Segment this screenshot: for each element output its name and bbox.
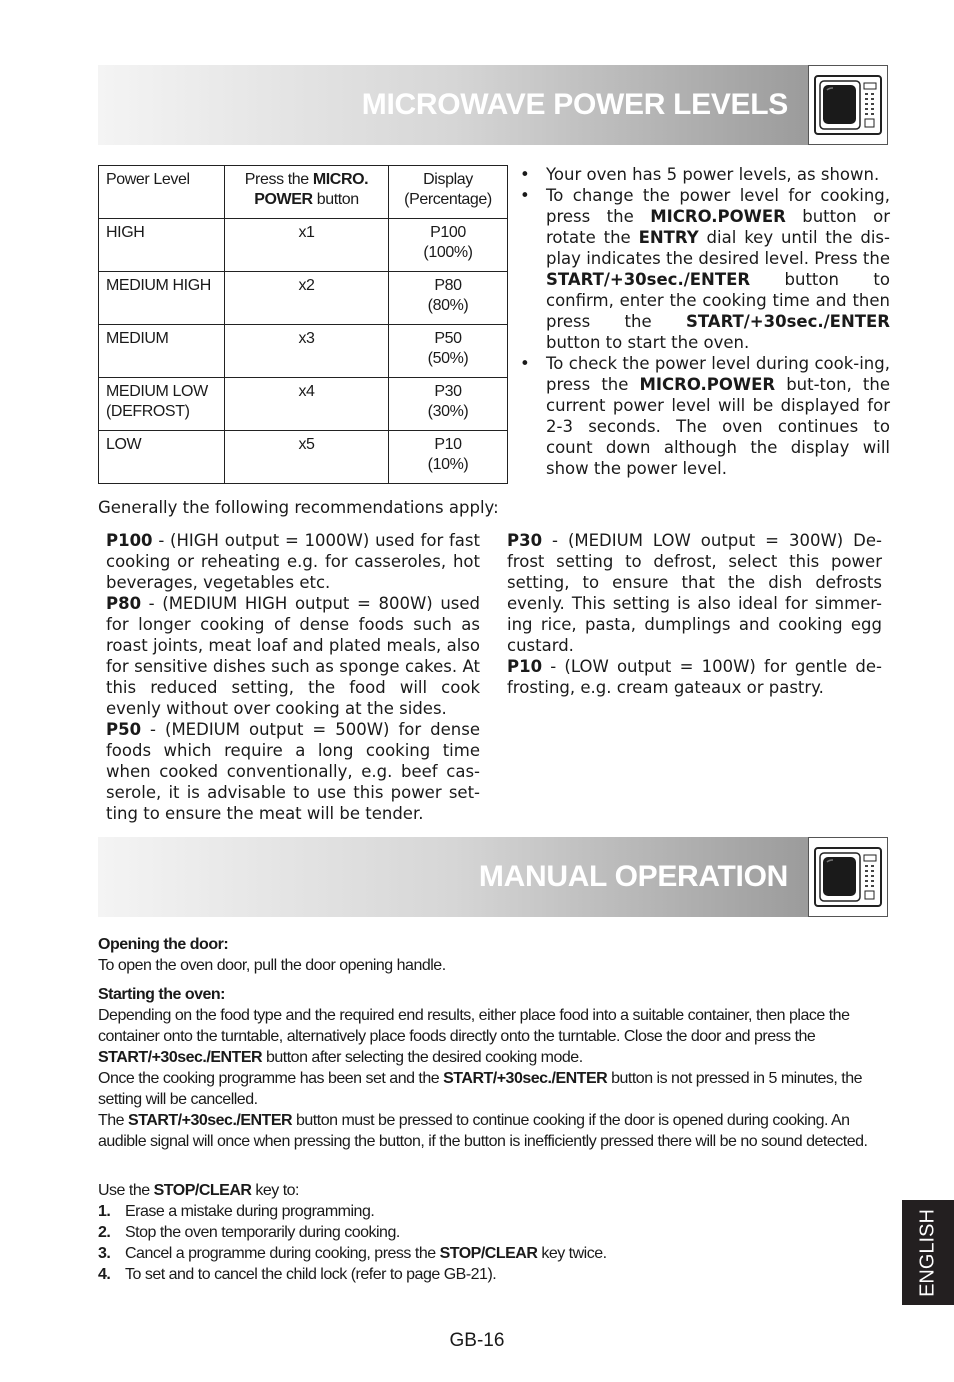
power-level-bullets bbox=[520, 164, 890, 479]
manual-operation-banner bbox=[98, 837, 888, 917]
recommendations-right bbox=[507, 530, 882, 698]
stop-clear-section bbox=[98, 1180, 884, 1285]
list-item: 4. To set and to cancel the child lock (refer to page GB-21). bbox=[98, 1266, 497, 1283]
recommendation-p10: P10 - (LOW output = 100W) for gentle de-frosting, e.g. cream gateaux or pastry. bbox=[507, 657, 882, 697]
recommendation-p80: P80 - (MEDIUM HIGH output = 800W) used for longer cooking of dense foods such as roast joints, meat loaf and plated meals, also for sensitive dishes such as sponge cakes. At this reduced setting, the food will cook evenly without over cooking at the sides. bbox=[106, 594, 480, 718]
bullet-item: • To change the power level for cooking, press the MICRO.POWER button or rotate the ENTRY dial key until the dis-play indicates the desired level. Press the START/+30sec./ENTER button to confirm, enter the cooking time and then press the START/+30sec./ENTER button to start the oven. bbox=[520, 185, 890, 353]
bullet-item: • Your oven has 5 power levels, as shown. bbox=[520, 164, 890, 185]
header-display: Display (Percentage) bbox=[389, 166, 508, 219]
door-text: To open the oven door, pull the door opening handle. bbox=[98, 957, 446, 974]
header-press: Press the MICRO. POWER button bbox=[225, 166, 389, 219]
table-row: HIGH x1 P100 (100%) bbox=[99, 219, 508, 272]
language-tab bbox=[902, 1200, 954, 1305]
page-number: GB-16 bbox=[449, 1330, 505, 1351]
list-item: 1. Erase a mistake during programming. bbox=[98, 1203, 375, 1220]
bullet-item: • To check the power level during cook-ing, press the MICRO.POWER but-ton, the current power level will be displayed for 2-3 seconds. The oven continues to count down although the display will show the power level. bbox=[520, 353, 890, 479]
start-paragraph-2: Once the cooking programme has been set and the START/+30sec./ENTER button is not pressed in 5 minutes, the setting will be cancelled. bbox=[98, 1070, 862, 1108]
starting-oven-section bbox=[98, 984, 884, 1152]
stop-steps bbox=[98, 1201, 884, 1285]
table-row: MEDIUM x3 P50 (50%) bbox=[99, 325, 508, 378]
door-heading: Opening the door: bbox=[98, 936, 229, 953]
start-heading: Starting the oven: bbox=[98, 986, 226, 1003]
recommendation-p30: P30 - (MEDIUM LOW output = 300W) De-frost setting to defrost, select this power setting, to ensure that the dish defrosts evenly. This setting is also ideal for simmer-ing rice, pasta, dumplings and cooking egg custard. bbox=[507, 531, 882, 655]
opening-door-section bbox=[98, 934, 884, 976]
stop-intro: Use the STOP/CLEAR key to: bbox=[98, 1182, 299, 1199]
microwave-icon bbox=[808, 837, 888, 917]
table-row: MEDIUM LOW (DEFROST) x4 P30 (30%) bbox=[99, 378, 508, 431]
list-item: 3. Cancel a programme during cooking, press the STOP/CLEAR key twice. bbox=[98, 1245, 607, 1262]
start-paragraph-1: Depending on the food type and the required end results, either place food into a suitable container, then place the container onto the turntable, alternatively place foods directly onto the turntable. Close the door and press the START/+30sec./ENTER button after selecting the desired cooking mode. bbox=[98, 1007, 850, 1066]
language-label: ENGLISH bbox=[916, 1208, 939, 1297]
list-item: 2. Stop the oven temporarily during cooking. bbox=[98, 1224, 400, 1241]
table-row: MEDIUM HIGH x2 P80 (80%) bbox=[99, 272, 508, 325]
recommendations-intro: Generally the following recommendations apply: bbox=[98, 498, 499, 517]
recommendations-left bbox=[106, 530, 480, 824]
recommendation-p100: P100 - (HIGH output = 1000W) used for fast cooking or reheating e.g. for casseroles, hot beverages, vegetables etc. bbox=[106, 531, 480, 592]
section-title: MANUAL OPERATION bbox=[478, 860, 788, 893]
microwave-icon bbox=[808, 65, 888, 145]
power-level-table bbox=[98, 165, 508, 484]
table-row: LOW x5 P10 (10%) bbox=[99, 431, 508, 484]
power-levels-banner bbox=[98, 65, 888, 145]
section-title: MICROWAVE POWER LEVELS bbox=[361, 88, 788, 121]
header-power-level: Power Level bbox=[99, 166, 225, 219]
table-header-row bbox=[99, 166, 508, 219]
start-paragraph-3: The START/+30sec./ENTER button must be pressed to continue cooking if the door is opened during cooking. An audible signal will once when pressing the button, if the button is inefficiently pressed there will be no sound detected. bbox=[98, 1112, 868, 1150]
recommendation-p50: P50 - (MEDIUM output = 500W) for dense foods which require a long cooking time when cooked conventionally, e.g. beef cas-serole, it is advisable to use this power set-ting to ensure the meat will be tender. bbox=[106, 720, 480, 823]
